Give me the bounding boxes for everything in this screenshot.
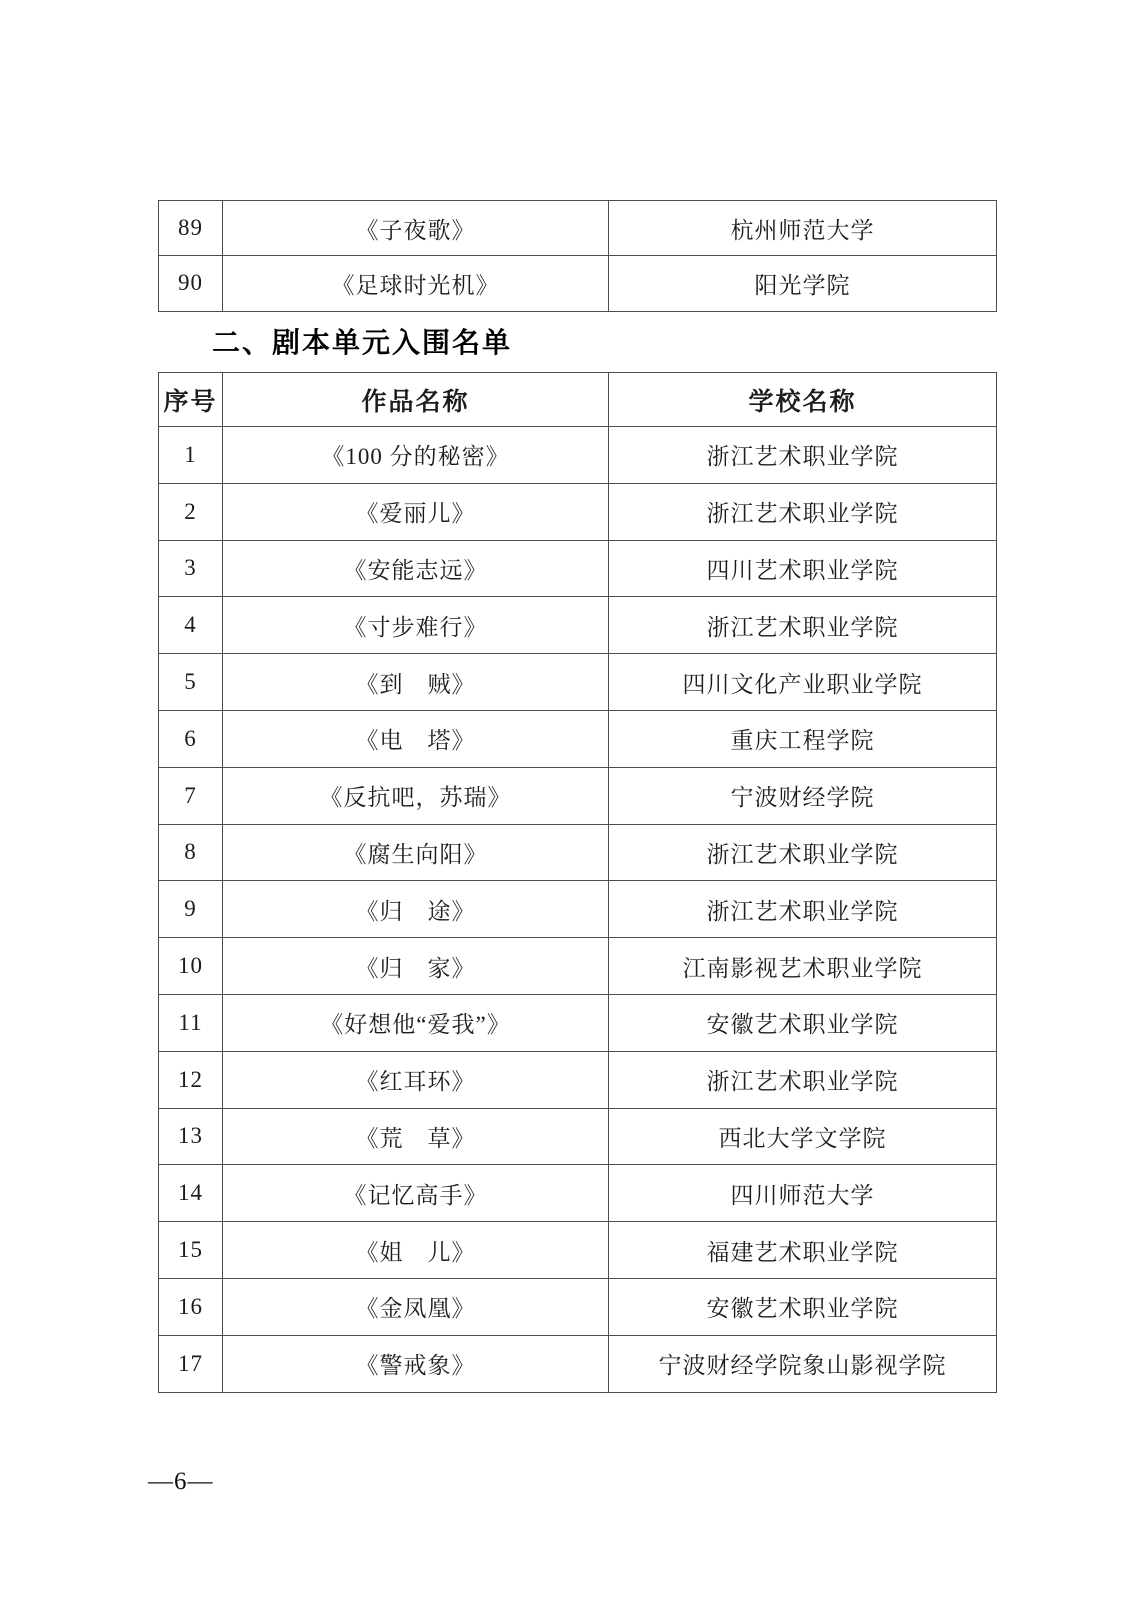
work-title-cell: 《好想他“爱我”》 xyxy=(223,994,609,1051)
work-title-cell: 《安能志远》 xyxy=(223,540,609,597)
table-header-row xyxy=(159,373,997,427)
school-name-cell: 杭州师范大学 xyxy=(609,201,997,256)
work-title-cell: 《归 途》 xyxy=(223,881,609,938)
row-number-cell: 5 xyxy=(159,654,223,711)
table-row xyxy=(159,201,997,256)
school-name-cell: 四川文化产业职业学院 xyxy=(609,654,997,711)
table-row xyxy=(159,1051,997,1108)
work-title-cell: 《金凤凰》 xyxy=(223,1278,609,1335)
table-row xyxy=(159,881,997,938)
work-title-cell: 《姐 儿》 xyxy=(223,1222,609,1279)
row-number-cell: 4 xyxy=(159,597,223,654)
work-title-cell: 《爱丽儿》 xyxy=(223,483,609,540)
school-name-cell: 浙江艺术职业学院 xyxy=(609,881,997,938)
table-row xyxy=(159,597,997,654)
row-number-cell: 14 xyxy=(159,1165,223,1222)
school-name-cell: 宁波财经学院 xyxy=(609,767,997,824)
work-title-cell: 《记忆高手》 xyxy=(223,1165,609,1222)
table-row xyxy=(159,483,997,540)
row-number-cell: 12 xyxy=(159,1051,223,1108)
school-name-cell: 四川艺术职业学院 xyxy=(609,540,997,597)
school-name-cell: 福建艺术职业学院 xyxy=(609,1222,997,1279)
table-row xyxy=(159,256,997,311)
row-number-cell: 10 xyxy=(159,938,223,995)
table-row xyxy=(159,1222,997,1279)
table-row xyxy=(159,824,997,881)
table-row xyxy=(159,1335,997,1392)
school-name-cell: 重庆工程学院 xyxy=(609,710,997,767)
work-title-cell: 《电 塔》 xyxy=(223,710,609,767)
row-number-cell: 13 xyxy=(159,1108,223,1165)
school-name-cell: 浙江艺术职业学院 xyxy=(609,597,997,654)
row-number-cell: 9 xyxy=(159,881,223,938)
row-number-cell: 11 xyxy=(159,994,223,1051)
header-school-name: 学校名称 xyxy=(609,373,997,427)
school-name-cell: 浙江艺术职业学院 xyxy=(609,1051,997,1108)
row-number-cell: 16 xyxy=(159,1278,223,1335)
row-number-cell: 17 xyxy=(159,1335,223,1392)
work-title-cell: 《足球时光机》 xyxy=(223,256,609,311)
row-number-cell: 8 xyxy=(159,824,223,881)
school-name-cell: 浙江艺术职业学院 xyxy=(609,824,997,881)
row-number-cell: 6 xyxy=(159,710,223,767)
school-name-cell: 四川师范大学 xyxy=(609,1165,997,1222)
school-name-cell: 西北大学文学院 xyxy=(609,1108,997,1165)
table-row xyxy=(159,1165,997,1222)
table-row xyxy=(159,994,997,1051)
work-title-cell: 《反抗吧，苏瑞》 xyxy=(223,767,609,824)
table-row xyxy=(159,1278,997,1335)
header-serial-number: 序号 xyxy=(159,373,223,427)
school-name-cell: 宁波财经学院象山影视学院 xyxy=(609,1335,997,1392)
school-name-cell: 浙江艺术职业学院 xyxy=(609,427,997,484)
school-name-cell: 安徽艺术职业学院 xyxy=(609,994,997,1051)
school-name-cell: 江南影视艺术职业学院 xyxy=(609,938,997,995)
row-number-cell: 2 xyxy=(159,483,223,540)
table-row xyxy=(159,938,997,995)
work-title-cell: 《归 家》 xyxy=(223,938,609,995)
table-row xyxy=(159,710,997,767)
table-row xyxy=(159,427,997,484)
school-name-cell: 阳光学院 xyxy=(609,256,997,311)
page-number: —6— xyxy=(148,1468,214,1495)
table-row xyxy=(159,767,997,824)
work-title-cell: 《子夜歌》 xyxy=(223,201,609,256)
work-title-cell: 《警戒象》 xyxy=(223,1335,609,1392)
school-name-cell: 浙江艺术职业学院 xyxy=(609,483,997,540)
section-heading: 二、剧本单元入围名单 xyxy=(212,328,513,359)
table-row xyxy=(159,654,997,711)
row-number-cell: 90 xyxy=(159,256,223,311)
row-number-cell: 7 xyxy=(159,767,223,824)
work-title-cell: 《腐生向阳》 xyxy=(223,824,609,881)
script-unit-shortlist-table xyxy=(158,372,997,1393)
school-name-cell: 安徽艺术职业学院 xyxy=(609,1278,997,1335)
work-title-cell: 《100 分的秘密》 xyxy=(223,427,609,484)
row-number-cell: 15 xyxy=(159,1222,223,1279)
work-title-cell: 《到 贼》 xyxy=(223,654,609,711)
header-work-title: 作品名称 xyxy=(223,373,609,427)
work-title-cell: 《红耳环》 xyxy=(223,1051,609,1108)
row-number-cell: 3 xyxy=(159,540,223,597)
work-title-cell: 《荒 草》 xyxy=(223,1108,609,1165)
row-number-cell: 1 xyxy=(159,427,223,484)
table-row xyxy=(159,1108,997,1165)
row-number-cell: 89 xyxy=(159,201,223,256)
shortlist-table-continued xyxy=(158,200,997,312)
table-row xyxy=(159,540,997,597)
work-title-cell: 《寸步难行》 xyxy=(223,597,609,654)
